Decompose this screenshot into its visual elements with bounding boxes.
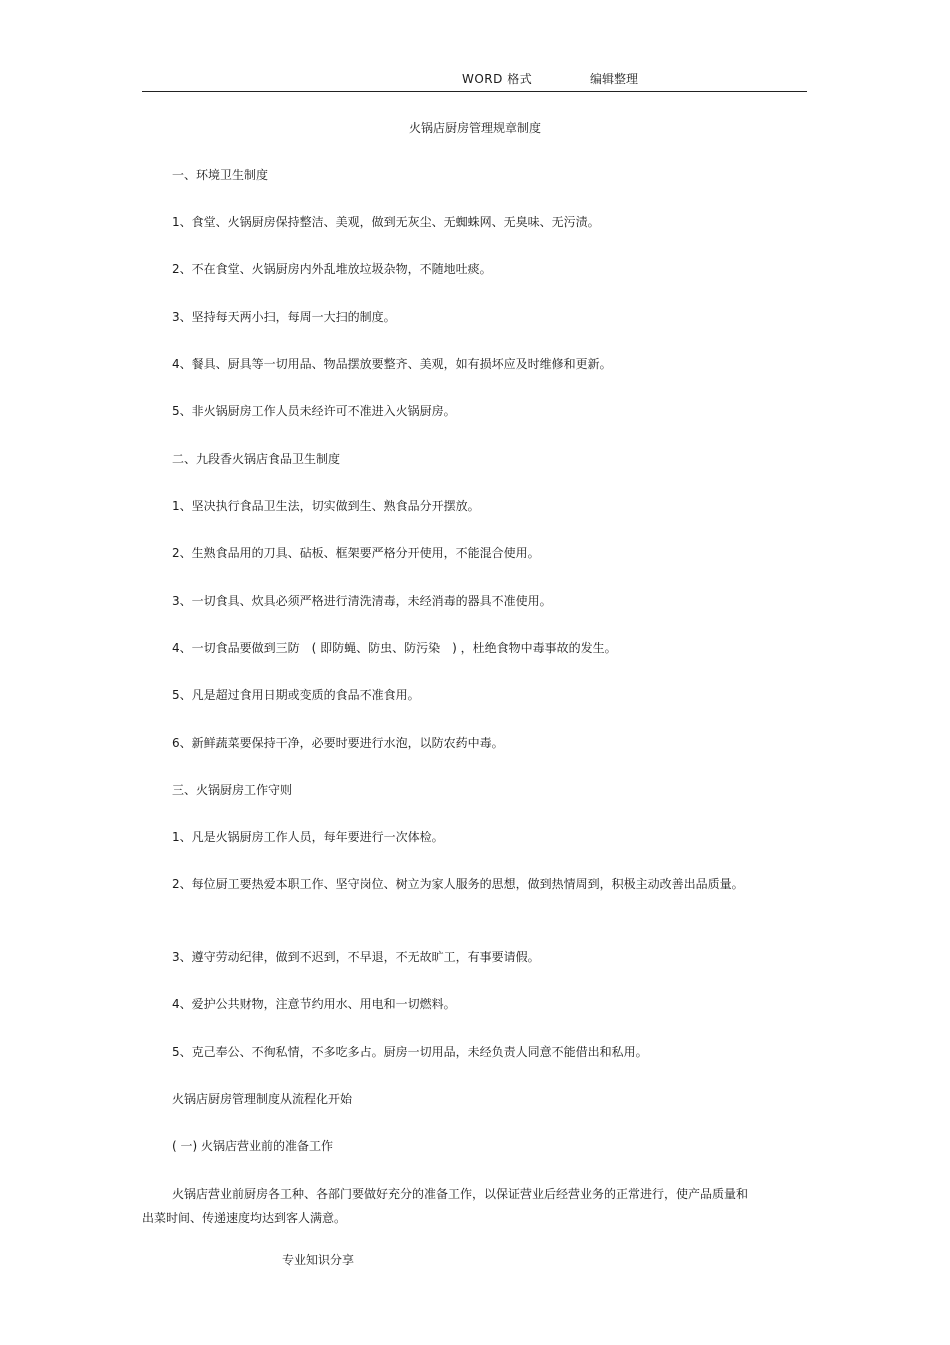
section1-item-4: 4、餐具、厨具等一切用品、物品摆放要整齐、美观，如有损坏应及时维修和更新。 xyxy=(172,357,612,371)
section2-item-3: 3、一切食具、炊具必须严格进行清洗清毒，未经消毒的器具不准使用。 xyxy=(172,594,552,608)
header-divider xyxy=(142,91,807,92)
section2-item-2: 2、生熟食品用的刀具、砧板、框架要严格分开使用，不能混合使用。 xyxy=(172,546,540,560)
section1-item-1: 1、食堂、火锅厨房保持整洁、美观，做到无灰尘、无蜘蛛网、无臭味、无污渍。 xyxy=(172,215,600,229)
process-heading: 火锅店厨房管理制度从流程化开始 xyxy=(172,1092,353,1106)
document-title: 火锅店厨房管理规章制度 xyxy=(408,121,541,135)
process-subheading: ( 一) 火锅店营业前的准备工作 xyxy=(172,1139,333,1153)
footer-label: 专业知识分享 xyxy=(282,1253,355,1267)
section3-item-4: 4、爱护公共财物，注意节约用水、用电和一切燃料。 xyxy=(172,997,456,1011)
header-edit-label: 编辑整理 xyxy=(590,72,639,86)
section1-item-2: 2、不在食堂、火锅厨房内外乱堆放垃圾杂物，不随地吐痰。 xyxy=(172,262,492,276)
section2-item-5: 5、凡是超过食用日期或变质的食品不准食用。 xyxy=(172,688,420,702)
section3-item-1: 1、凡是火锅厨房工作人员，每年要进行一次体检。 xyxy=(172,830,444,844)
header-format-label: WORD 格式 xyxy=(462,72,533,86)
section3-item-2: 2、每位厨工要热爱本职工作、坚守岗位、树立为家人服务的思想，做到热情周到，积极主动改善出品质量。 xyxy=(172,877,744,891)
section-heading-kitchen-rules: 三、火锅厨房工作守则 xyxy=(172,783,293,797)
section2-item-6: 6、新鲜蔬菜要保持干净，必要时要进行水泡，以防农药中毒。 xyxy=(172,736,504,750)
section-heading-food-hygiene: 二、九段香火锅店食品卫生制度 xyxy=(172,452,341,466)
section2-item-4: 4、一切食品要做到三防 ( 即防蝇、防虫、防污染 ) ，杜绝食物中毒事故的发生。 xyxy=(172,641,617,655)
section3-item-5: 5、克己奉公、不徇私情，不多吃多占。厨房一切用品，未经负责人同意不能借出和私用。 xyxy=(172,1045,648,1059)
section3-item-3: 3、遵守劳动纪律，做到不迟到，不早退，不无故旷工，有事要请假。 xyxy=(172,950,540,964)
process-paragraph: 火锅店营业前厨房各工种、各部门要做好充分的准备工作，以保证营业后经营业务的正常进行，使产品质量和出菜时间、传递速度均达到客人满意。 xyxy=(142,1187,749,1225)
section1-item-5: 5、非火锅厨房工作人员未经许可不准进入火锅厨房。 xyxy=(172,404,456,418)
section1-item-3: 3、坚持每天两小扫，每周一大扫的制度。 xyxy=(172,310,396,324)
section2-item-1: 1、坚决执行食品卫生法，切实做到生、熟食品分开摆放。 xyxy=(172,499,480,513)
section-heading-hygiene-environment: 一、环境卫生制度 xyxy=(172,168,269,182)
